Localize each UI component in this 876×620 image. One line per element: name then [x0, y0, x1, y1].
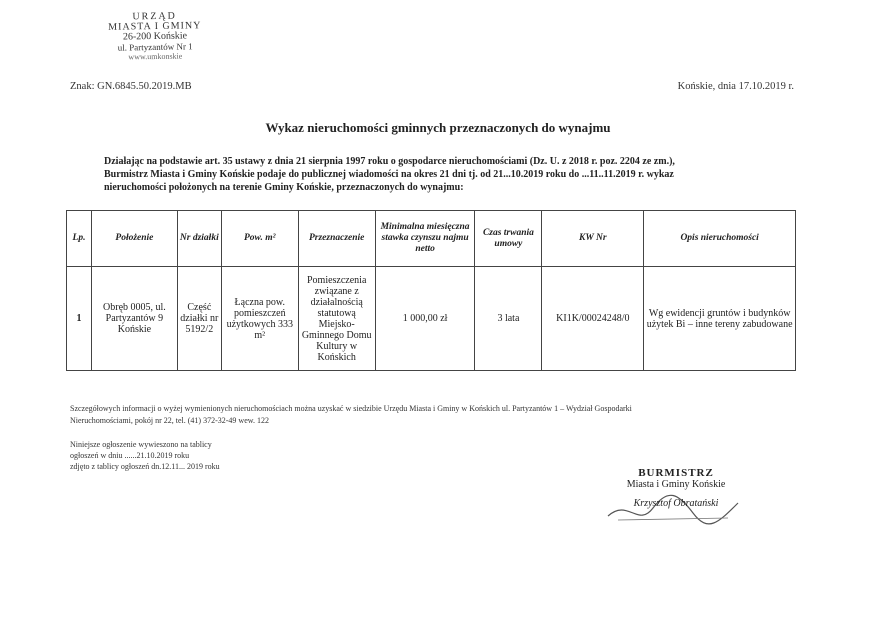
cell-opis: Wg ewidencji gruntów i budynków użytek Bi – inne tereny zabudowane [644, 267, 796, 371]
signature-block [606, 467, 746, 509]
property-table [66, 210, 796, 371]
header-cell: Czas trwania umowy [475, 211, 542, 267]
table-row [67, 267, 796, 371]
cell-nr-dzialki: Część działki nr 5192/2 [177, 267, 221, 371]
stamp-line: MIASTA I GMINY [108, 20, 202, 33]
signature-title: BURMISTRZ [638, 467, 714, 479]
header-cell: Pow. m² [221, 211, 298, 267]
cell-pow: Łączna pow. pomieszczeń użytkowych 333 m² [221, 267, 298, 371]
cell-lp: 1 [67, 267, 92, 371]
intro-line: nieruchomości położonych na terenie Gminy Końskie, przeznaczonych do wynajmu: [104, 182, 464, 193]
notice-line: zdjęto z tablicy ogłoszeń dn.12.11... 2019 roku [70, 462, 220, 471]
header-cell: Przeznaczenie [298, 211, 375, 267]
footer-line: Nieruchomościami, pokój nr 22, tel. (41) 372-32-49 wew. 122 [70, 416, 269, 425]
header-cell: Opis nieruchomości [644, 211, 796, 267]
cell-stawka: 1 000,00 zł [375, 267, 475, 371]
cell-czas: 3 lata [475, 267, 542, 371]
signature-subtitle: Miasta i Gminy Końskie [626, 479, 726, 490]
header-cell: Nr działki [177, 211, 221, 267]
stamp-line: URZĄD [132, 10, 177, 23]
document-title: Wykaz nieruchomości gminnych przeznaczonych do wynajmu [265, 120, 611, 135]
cell-kw: KI1K/00024248/0 [542, 267, 644, 371]
posting-notice [70, 439, 220, 472]
header-cell: Położenie [91, 211, 177, 267]
notice-line: ogłoszeń w dniu ......21.10.2019 roku [70, 451, 190, 460]
stamp-line: ul. Partyzantów Nr 1 [117, 41, 193, 53]
footer-line: Szczegółowych informacji o wyżej wymienionych nieruchomościach można uzyskać w siedzibie Urzędu Miasta i Gminy w Końskich ul. Partyzantów 1 – Wydział Gospodarki [70, 404, 632, 413]
notice-line: Niniejsze ogłoszenie wywieszono na tablicy [70, 440, 212, 449]
intro-line: Działając na podstawie art. 35 ustawy z dnia 21 sierpnia 1997 roku o gospodarce nieruchomościami (Dz. U. z 2018 r. poz. 2204 ze zm.), [104, 156, 675, 167]
header-cell: Lp. [67, 211, 92, 267]
document-date: Końskie, dnia 17.10.2019 r. [677, 81, 794, 92]
contact-info [70, 403, 790, 427]
table-header-row [67, 211, 796, 267]
intro-line: Burmistrz Miasta i Gminy Końskie podaje do publicznej wiadomości na okres 21 dni tj. od 21...10.2019 roku do ...11..11.2019 r. wykaz [104, 169, 674, 180]
reference-number: Znak: GN.6845.50.2019.MB [70, 81, 192, 92]
signature-name: Krzysztof Obratański [633, 498, 719, 509]
cell-przeznaczenie: Pomieszczenia związane z działalnością statutową Miejsko-Gminnego Domu Kultury w Końskich [298, 267, 375, 371]
stamp-line: www.umkonskie [128, 51, 183, 62]
header-cell: Minimalna miesięczna stawka czynszu najmu netto [375, 211, 475, 267]
stamp-line: 26-200 Końskie [122, 30, 188, 43]
intro-paragraph [104, 155, 804, 194]
header-cell: KW Nr [542, 211, 644, 267]
cell-polozenie: Obręb 0005, ul. Partyzantów 9 Końskie [91, 267, 177, 371]
office-stamp [90, 11, 221, 63]
